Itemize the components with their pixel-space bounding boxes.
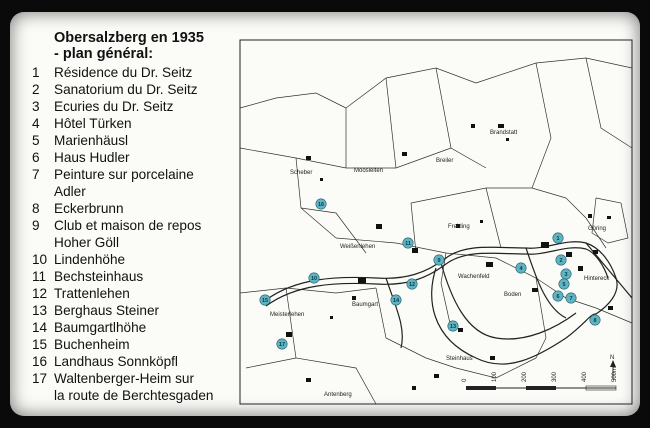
legend-item-number: 7 [32,167,40,182]
marker-label-10: 10 [310,276,318,282]
place-label: Brandstatt [490,130,518,136]
marker-label-15: 15 [261,298,269,304]
scale-bar [462,367,618,390]
parcel-boundaries [240,58,632,404]
legend-item-label: Peinture sur porcelaine [54,167,194,182]
legend-item [32,319,146,336]
legend-item [32,353,178,370]
legend-item-number: 5 [32,133,40,148]
map-frame [240,40,632,404]
legend-item-number: 12 [32,286,48,301]
place-label: Göring [588,226,607,232]
place-label: Wachenfeld [458,274,490,280]
legend-item-number: 9 [32,218,40,233]
legend-item-number: 3 [32,99,40,114]
scale-tick-label: 100 [492,371,498,382]
legend-item-label: Buchenheim [54,337,130,352]
legend-item [32,115,132,132]
legend-item [32,285,130,302]
legend-item [32,217,201,234]
marker-label-2: 2 [559,258,563,264]
legend-item-label: Haus Hudler [54,150,130,165]
marker-label-4: 4 [519,266,523,272]
marker-label-7: 7 [569,296,573,302]
place-label: Antenberg [324,392,352,398]
place-label: Freiding [448,224,470,230]
legend-item-number: 13 [32,303,48,318]
legend-item-label: Waltenberger-Heim sur [54,371,195,386]
legend-item-number: 8 [32,201,40,216]
scale-tick-labels [462,367,618,382]
legend-item-label: Berghaus Steiner [54,303,160,318]
legend-item-label: Lindenhöhe [54,252,126,267]
legend-item [32,268,143,285]
marker-label-12: 12 [408,282,416,288]
scale-tick-label: 400 [582,371,588,382]
legend-subtitle: - plan général: [54,46,154,62]
legend-item [32,251,125,268]
legend-item [32,132,128,149]
marker-label-9: 9 [437,258,441,264]
legend-item-label: Hôtel Türken [54,116,132,131]
marker-label-11: 11 [405,241,411,247]
legend-item [32,302,159,319]
scale-tick-label: 200 [522,371,528,382]
legend-item [32,336,130,353]
north-label: N [610,355,615,361]
legend-item-label: Résidence du Dr. Seitz [54,65,193,80]
legend-item-label: Sanatorium du Dr. Seitz [54,82,198,97]
legend-item-number: 4 [32,116,40,131]
place-label: Boden [504,292,522,298]
place-label: Breiler [436,158,454,164]
legend-item-label: Marienhäusl [54,133,129,148]
legend-item-number: 16 [32,354,48,369]
legend-item-label: Landhaus Sonnköpfl [54,354,178,369]
place-label: Steinhaus [446,356,473,362]
place-label: Baumgart [352,302,379,308]
marker-label-16: 16 [317,202,325,208]
scale-tick-label: 300 [552,371,558,382]
roads [266,242,632,364]
marker-label-14: 14 [392,298,400,304]
legend-item [32,81,198,98]
legend-item-label: Club et maison de repos [54,218,202,233]
scale-tick-label: 500m [612,366,618,382]
legend-item-label: Ecuries du Dr. Seitz [54,99,174,114]
legend-item-label: Trattenlehen [54,286,130,301]
marker-label-17: 17 [278,342,286,348]
legend-item-label: Baumgartlhöhe [54,320,147,335]
marker-label-8: 8 [593,318,597,324]
place-label: Scheber [290,170,313,176]
legend-item-label-continued: Hoher Göll [54,235,119,250]
marker-label-1: 1 [556,236,560,242]
place-label: Hintereck [584,276,610,282]
legend-item-number: 11 [32,269,47,284]
site-map [236,38,636,408]
place-label: Meisterlehen [270,312,305,318]
legend-item-number: 15 [32,337,48,352]
legend-item-label: Bechsteinhaus [54,269,144,284]
legend-item-label: Eckerbrunn [54,201,124,216]
place-label: Moosleiten [354,168,384,174]
postcard [10,12,640,416]
legend-item-number: 17 [32,371,48,386]
legend-item-label-continued: la route de Berchtesgaden [54,388,214,403]
place-label: Weißenlehen [340,244,376,250]
legend-item-label-continued: Adler [54,184,86,199]
legend-item [32,370,194,387]
legend-item-number: 2 [32,82,40,97]
legend-item-number: 10 [32,252,48,267]
legend-item-number: 1 [32,65,40,80]
legend-item-number: 6 [32,150,40,165]
legend-title: Obersalzberg en 1935 [54,30,204,46]
marker-label-3: 3 [564,272,568,278]
legend-item [32,64,192,81]
legend-item [32,98,173,115]
marker-label-6: 6 [556,294,560,300]
legend-item [32,149,130,166]
scale-tick-label: 0 [462,378,468,382]
marker-label-5: 5 [562,282,566,288]
legend-item [32,166,194,183]
marker-label-13: 13 [449,324,457,330]
legend-item [32,200,124,217]
legend-item-number: 14 [32,320,48,335]
